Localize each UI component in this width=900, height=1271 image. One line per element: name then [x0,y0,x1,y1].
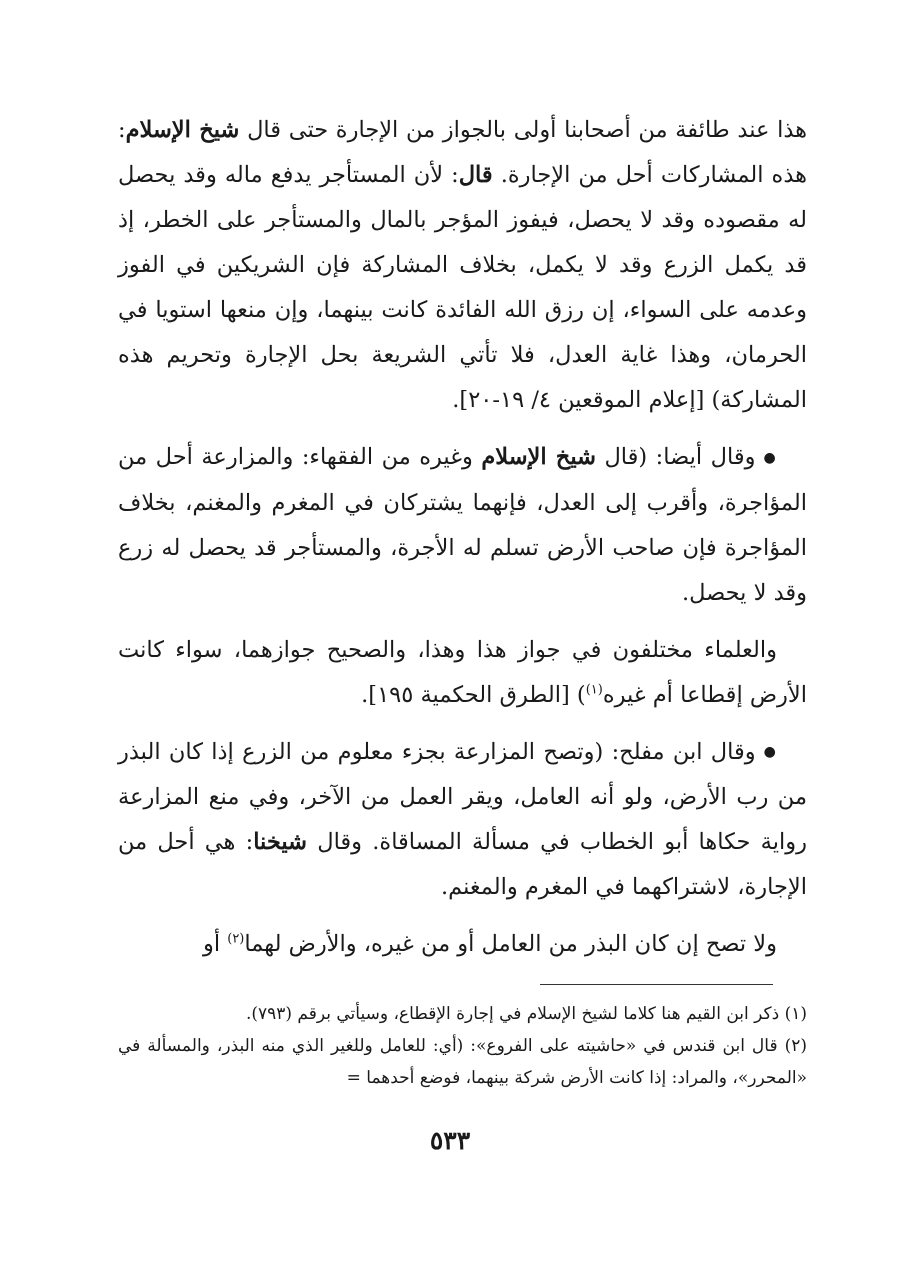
paragraph-1-text: هذا عند طائفة من أصحابنا أولى بالجواز من الإجارة حتى قال [239,117,807,143]
footnote-ref-1: (١) [585,682,603,697]
keyword-shaykh-al-islam: شيخ الإسلام [481,444,596,470]
paragraph-4 [118,730,807,911]
paragraph-2-text: وغيره من الفقهاء: والمزارعة أحل من المؤاجرة، وأقرب إلى العدل، فإنهما يشتركان في المغرم والمغنم، بخلاف المؤاجرة فإن صاحب الأرض تسلم له الأجرة، والمستأجر قد يحصل له زرع وقد لا يحصل. [118,444,807,606]
footnote-ref-2: (٢) [227,931,245,947]
paragraph-3 [118,628,807,718]
paragraph-4-text: وقال ابن مفلح: (وتصح المزارعة بجزء معلوم من الزرع إذا كان البذر من رب الأرض، ولو أنه العامل، ويقر العمل من الآخر، وفي منع المزارعة رواية حكاها أبو الخطاب في مسألة المساقاة. وقال [118,738,807,855]
paragraph-1-text: : لأن المستأجر يدفع ماله وقد يحصل له مقصوده وقد لا يحصل، فيفوز المؤجر بالمال والمستأجر على الخطر، إذ قد يكمل الزرع وقد لا يكمل، بخلاف المشاركة فإن الشريكين في الفوز وعدمه على السواء، إن رزق الله الفائدة كانت بينهما، وإن منعها استويا في الحرمان، وهذا غاية العدل، فلا تأتي الشريعة بحل الإجارة وتحريم هذه المشاركة) [إعلام الموقعين ٤/ ١٩-٢٠]. [118,162,807,413]
bullet-icon: ● [763,744,777,760]
paragraph-5-text: أو [202,931,228,957]
paragraph-5-text: ولا تصح إن كان البذر من العامل أو من غيره، والأرض لهما [244,931,777,957]
keyword-shaykh-al-islam: شيخ الإسلام [125,117,240,143]
keyword-qal: قال [458,162,493,188]
paragraph-2 [118,435,807,616]
paragraph-2-text: وقال أيضا: (قال [595,444,756,470]
keyword-shaykhuna: شيخنا [253,829,308,855]
paragraph-1-text: : هذه المشاركات أحل من الإجارة. [118,117,807,188]
page-number: ٥٣٣ [429,1126,471,1155]
footnote-1: (١) ذكر ابن القيم هنا كلاما لشيخ الإسلام في إجارة الإقطاع، وسيأتي برقم (٧٩٣). [245,1004,807,1024]
footnote-divider [540,984,773,985]
paragraph-1 [118,108,807,423]
paragraph-4-text: : هي أحل من الإجارة، لاشتراكهما في المغرم والمغنم. [118,829,807,900]
bullet-icon: ● [763,449,777,466]
paragraph-5 [118,922,807,967]
paragraph-3-text: والعلماء مختلفون في جواز هذا وهذا، والصحيح جوازهما، سواء كانت الأرض إقطاعا أم غيره [118,636,807,708]
footnotes [118,998,807,1094]
paragraph-3-text: ) [الطرق الحكمية ١٩٥]. [361,681,586,708]
footnote-2: (٢) قال ابن قندس في «حاشيته على الفروع»: (أي: للعامل وللغير الذي منه البذر، والمسألة في «المحرر»، والمراد: إذا كانت الأرض شركة بينهما، فوضع أحدهما = [118,1036,807,1088]
main-text [118,108,807,967]
